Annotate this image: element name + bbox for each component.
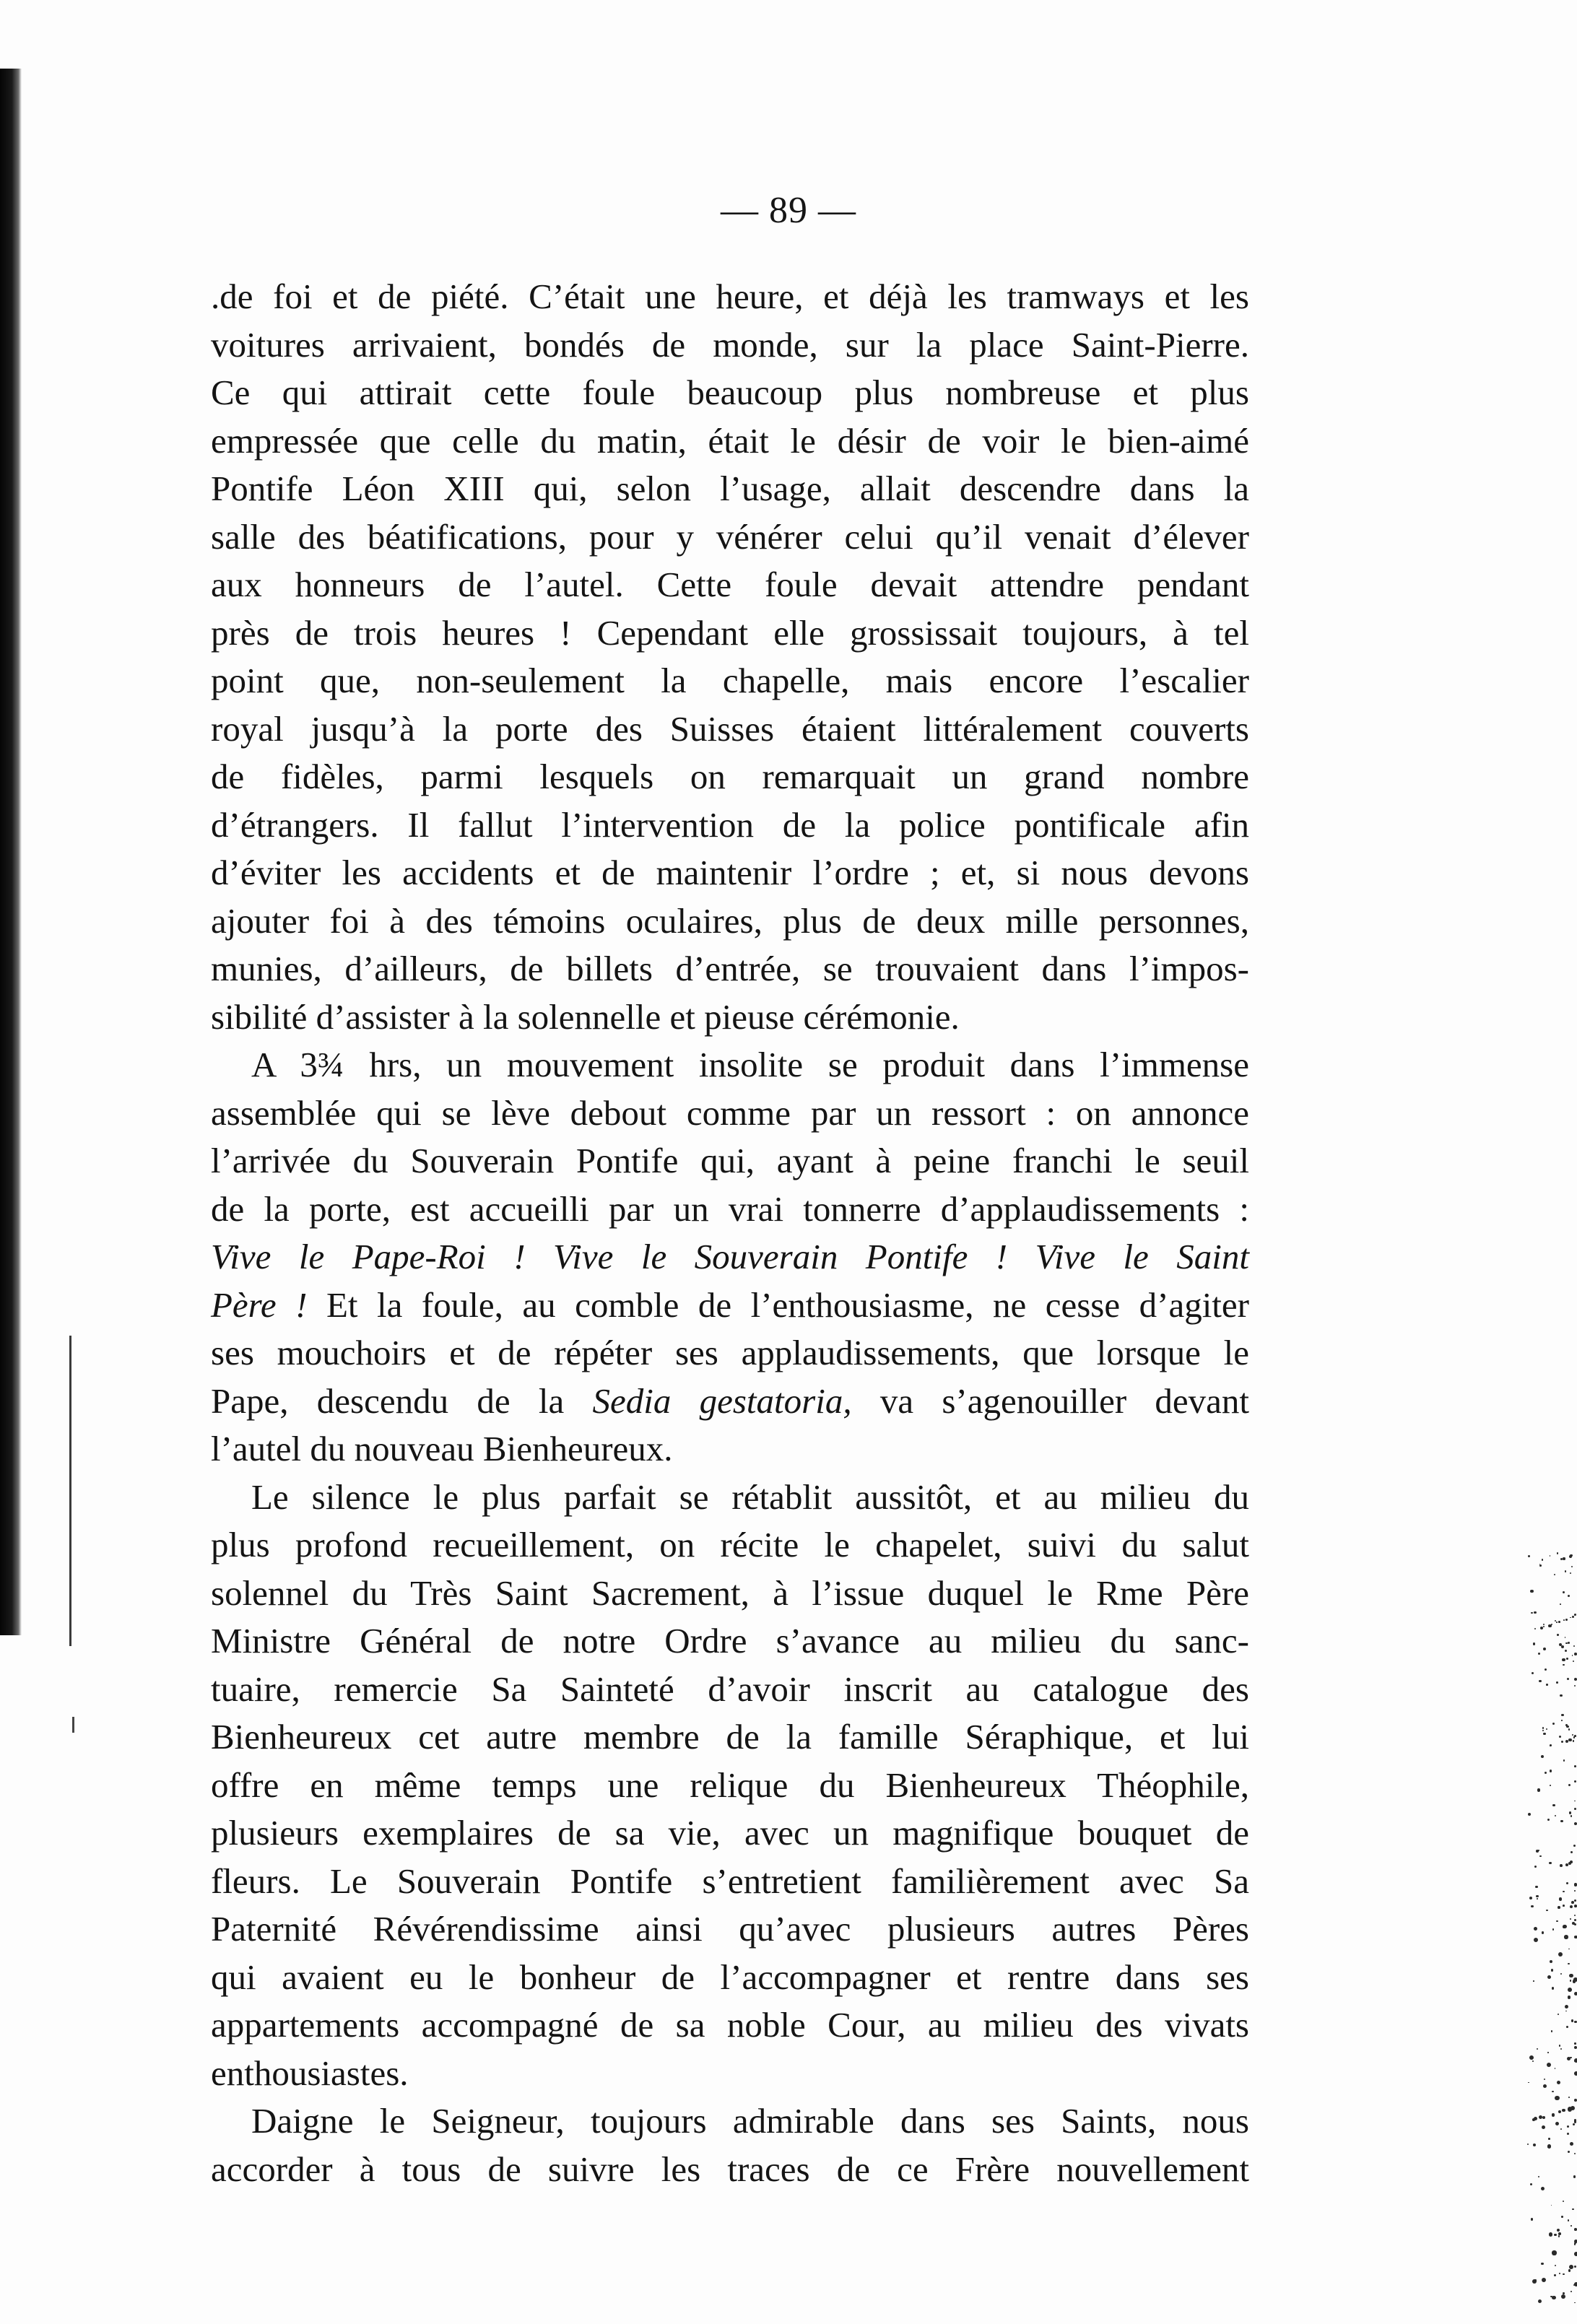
scan-noise-dot <box>1539 1680 1541 1682</box>
text-fragment: Et la foule, au comble de l’enthousiasme, ne cesse d’agiter <box>307 1284 1249 1325</box>
scan-margin-mark <box>72 1717 74 1733</box>
scan-noise-dot <box>1559 2273 1560 2274</box>
scan-noise-dot <box>1542 2125 1545 2129</box>
scan-noise-dot <box>1559 1736 1561 1738</box>
scan-noise-dot <box>1562 1658 1565 1661</box>
scan-noise-dot <box>1560 1973 1562 1975</box>
scan-noise-dot <box>1545 1772 1547 1774</box>
scan-noise-dot <box>1547 1975 1551 1979</box>
scan-noise-dot <box>1571 2225 1572 2227</box>
scan-noise-dot <box>1546 1684 1547 1685</box>
text-line: Ce qui attirait cette foule beaucoup plus nombreuse et plus <box>211 373 1249 412</box>
scan-noise-dot <box>1546 1728 1547 1730</box>
scan-noise-dot <box>1569 1811 1572 1814</box>
scan-noise-dot <box>1568 1642 1570 1644</box>
scan-noise-dot <box>1558 2110 1561 2113</box>
text-line: de fidèles, parmi lesquels on remarquait un grand nombre <box>211 757 1249 796</box>
scan-noise-dot <box>1563 1619 1565 1621</box>
scan-noise-dot <box>1550 1555 1551 1557</box>
paragraph-4 <box>211 2097 1249 2193</box>
scan-noise-dot <box>1534 1866 1537 1868</box>
scan-noise-dot <box>1565 1724 1568 1726</box>
scan-noise-dot <box>1557 2229 1560 2232</box>
scan-noise-dot <box>1531 1905 1534 1908</box>
scan-noise-dot <box>1560 1694 1562 1697</box>
scan-noise-dot <box>1539 1855 1542 1858</box>
text-line: salle des béatifications, pour y vénérer celui qu’il venait d’élever <box>211 516 1249 557</box>
scan-noise-dot <box>1533 1980 1534 1982</box>
scan-noise-dot <box>1568 1784 1571 1786</box>
scan-noise-dot <box>1574 1992 1577 1996</box>
scan-noise-dot <box>1574 1915 1576 1916</box>
text-line: assemblée qui se lève debout comme par un ressort : on annonce <box>211 1092 1249 1133</box>
scan-noise-dot <box>1574 1685 1576 1687</box>
scan-noise-dot <box>1531 2218 1533 2220</box>
scan-noise-dot <box>1529 2055 1534 2060</box>
scan-noise-dot <box>1571 1566 1573 1567</box>
scan-noise-dot <box>1540 1627 1543 1629</box>
scan-noise-dot <box>1570 1905 1573 1908</box>
scan-noise-dot <box>1569 2265 1573 2269</box>
text-line: aux honneurs de l’autel. Cette foule devait attendre pendant <box>211 565 1249 604</box>
scan-noise-dot <box>1574 2240 1577 2243</box>
scan-noise-dot <box>1566 1658 1568 1660</box>
scan-noise-dot <box>1574 2058 1577 2063</box>
scan-noise-dot <box>1530 1590 1533 1593</box>
text-line: Bienheureux cet autre membre de la famille Séraphique, et lui <box>211 1717 1249 1757</box>
scan-noise-dot <box>1571 1815 1572 1816</box>
scan-noise-dot <box>1555 2096 1559 2100</box>
scan-noise-dot <box>1563 1591 1565 1593</box>
scan-noise-dot <box>1547 2063 1551 2067</box>
scan-noise-dot <box>1561 1741 1563 1743</box>
scan-noise-dot <box>1528 1555 1530 1557</box>
scan-noise-dot <box>1566 1882 1568 1884</box>
scan-noise-dot <box>1552 2296 1556 2300</box>
scan-noise-dot <box>1568 1738 1571 1741</box>
scan-noise-dot <box>1543 2084 1547 2088</box>
scan-noise-dot <box>1533 2144 1536 2146</box>
scan-noise-dot <box>1539 2115 1542 2119</box>
scan-noise-dot <box>1574 2046 1577 2049</box>
scan-noise-dot <box>1568 1595 1570 1597</box>
scan-noise-dot <box>1542 1730 1544 1731</box>
scan-noise-dot <box>1557 2081 1561 2085</box>
scan-noise-dot <box>1574 1801 1576 1802</box>
scan-noise-dot <box>1574 2266 1576 2268</box>
scan-noise-dot <box>1574 1765 1576 1767</box>
scan-noise-dot <box>1533 1642 1535 1645</box>
scan-noise-dot <box>1574 1905 1577 1907</box>
scan-noise-dot <box>1552 2091 1554 2093</box>
scan-noise-dot <box>1565 1863 1568 1866</box>
text-line: accorder à tous de suivre les traces de ce Frère nouvellement <box>211 2149 1249 2189</box>
scan-noise-dot <box>1555 2265 1556 2266</box>
italic-acclamation: Vive le Pape-Roi ! Vive le Souverain Pontife ! Vive le Saint <box>211 1237 1249 1276</box>
scan-noise-dot <box>1572 1616 1574 1618</box>
scan-noise-dot <box>1542 2278 1546 2282</box>
scan-noise-dot <box>1534 1628 1536 1629</box>
scan-noise-dot <box>1532 2060 1534 2062</box>
scan-noise-dot <box>1568 1996 1571 1999</box>
scan-noise-dot <box>1565 1740 1568 1743</box>
scan-noise-dot <box>1543 1648 1546 1650</box>
scan-noise-dot <box>1560 1558 1563 1560</box>
scan-noise-dot <box>1572 1655 1573 1656</box>
scan-noise-dot <box>1568 1988 1572 1992</box>
scan-noise-dot <box>1570 1572 1571 1574</box>
scan-noise-dot <box>1538 2176 1539 2177</box>
scan-noise-dot <box>1561 2216 1563 2218</box>
italic-term: Sedia gestatoria, <box>592 1380 852 1421</box>
scan-noise-dot <box>1538 2299 1542 2303</box>
text-line: l’autel du nouveau Bienheureux. <box>211 1429 673 1468</box>
scan-noise-dot <box>1565 1637 1566 1638</box>
scan-noise-dot <box>1560 1820 1563 1822</box>
scan-noise-dot <box>1571 2019 1574 2022</box>
scan-noise-dot <box>1567 2057 1571 2060</box>
scan-noise-dot <box>1570 1617 1571 1619</box>
scan-noise-dot <box>1571 2291 1572 2292</box>
text-fragment: va s’agenouiller devant <box>851 1380 1250 1421</box>
scan-noise-dot <box>1554 1574 1555 1575</box>
scan-noise-dot <box>1573 1661 1574 1662</box>
scan-noise-dot <box>1572 2208 1573 2210</box>
scan-noise-dot <box>1537 1898 1538 1899</box>
scan-noise-dot <box>1560 1864 1563 1867</box>
text-line: sibilité d’assister à la solennelle et pieuse cérémonie. <box>211 996 960 1037</box>
text-line: plus profond recueillement, on récite le chapelet, suivi du salut <box>211 1525 1249 1564</box>
text-line: Le silence le plus parfait se rétablit aussitôt, et au milieu du <box>251 1476 1249 1517</box>
text-line: plusieurs exemplaires de sa vie, avec un magnifique bouquet de <box>211 1813 1249 1853</box>
scan-noise-dot <box>1550 1960 1552 1963</box>
scan-noise-dot <box>1562 2109 1565 2112</box>
text-line: Ministre Général de notre Ordre s’avance au milieu du sanc- <box>211 1621 1249 1661</box>
scan-noise-dot <box>1568 1728 1571 1731</box>
scan-noise-dot <box>1568 2151 1570 2153</box>
scan-noise-dot <box>1569 1974 1573 1978</box>
scan-noise-dot <box>1549 2232 1553 2237</box>
scan-noise-dot <box>1566 2026 1568 2028</box>
scan-noise-dot <box>1574 2243 1576 2245</box>
scan-noise-dot <box>1555 2068 1556 2069</box>
scan-noise-dot <box>1551 1969 1553 1971</box>
scan-noise-dot <box>1574 2252 1577 2256</box>
scan-noise-dot <box>1561 1720 1563 1721</box>
text-line <box>211 1233 1249 1281</box>
text-line: .de foi et de piété. C’était une heure, et déjà les tramways et les <box>211 277 1249 316</box>
scan-noise-dot <box>1556 1622 1558 1623</box>
scan-noise-dot <box>1542 2116 1545 2119</box>
text-line: munies, d’ailleurs, de billets d’entrée, se trouvaient dans l’impos- <box>211 949 1249 988</box>
scan-noise-dot <box>1534 2279 1537 2281</box>
scan-noise-dot <box>1563 1557 1565 1559</box>
scan-noise-dot <box>1548 1624 1551 1627</box>
text-line: Pontife Léon XIII qui, selon l’usage, allait descendre dans la <box>211 469 1249 508</box>
scan-noise-dot <box>1574 2021 1577 2024</box>
paragraph-1 <box>211 273 1249 1041</box>
scan-noise-dot <box>1563 1759 1565 1761</box>
text-line: qui avaient eu le bonheur de l’accompagner et rentre dans ses <box>211 1957 1249 1997</box>
scan-noise-dot <box>1558 1906 1560 1909</box>
scan-noise-dot <box>1558 2235 1560 2237</box>
scan-noise-dot <box>1571 1851 1573 1853</box>
scan-noise-dot <box>1551 2030 1552 2032</box>
scan-noise-dot <box>1536 1895 1538 1897</box>
scan-noise-dot <box>1548 2138 1550 2140</box>
scan-noise-dot <box>1574 1678 1577 1681</box>
scan-noise-dot <box>1531 1612 1532 1614</box>
scan-noise-dot <box>1547 2052 1549 2053</box>
scan-noise-dot <box>1559 2045 1560 2046</box>
text-line: fleurs. Le Souverain Pontife s’entretient familièrement avec Sa <box>211 1860 1249 1901</box>
scan-noise-dot <box>1570 1980 1571 1981</box>
scan-noise-dot <box>1567 1678 1569 1680</box>
scan-noise-dot <box>1534 1938 1538 1942</box>
scan-noise-dot <box>1563 1664 1564 1666</box>
scan-noise-dot <box>1550 1785 1551 1786</box>
scan-noise-dot <box>1563 2201 1564 2202</box>
scan-noise-dot <box>1574 1653 1577 1655</box>
scan-noise-dot <box>1568 1963 1569 1964</box>
text-line: près de trois heures ! Cependant elle grossissait toujours, à tel <box>211 612 1249 653</box>
scan-noise-dot <box>1567 2133 1569 2135</box>
scan-noise-dot <box>1529 1897 1532 1899</box>
scan-noise-dot <box>1557 1552 1559 1554</box>
scan-noise-dot <box>1574 1919 1576 1921</box>
text-line: voitures arrivaient, bondés de monde, sur la place Saint-Pierre. <box>211 324 1249 365</box>
scan-noise-dot <box>1541 1755 1544 1758</box>
scan-noise-dot <box>1537 1788 1540 1791</box>
scan-noise-dot <box>1563 1905 1565 1907</box>
text-line: Daigne le Seigneur, toujours admirable dans ses Saints, nous <box>251 2101 1249 2141</box>
scan-binding-edge <box>0 69 22 1635</box>
body-text <box>211 273 1249 2193</box>
scan-noise-dot <box>1552 1987 1555 1990</box>
scan-noise-dot <box>1542 1931 1545 1934</box>
text-line: ses mouchoirs et de répéter ses applaudissements, que lorsque le <box>211 1333 1249 1372</box>
scan-noise-dot <box>1573 2123 1575 2125</box>
scan-noise-dot <box>1574 1822 1577 1825</box>
scan-noise-dot <box>1552 2113 1555 2116</box>
scan-noise-dot <box>1557 1634 1559 1636</box>
scan-noise-dot <box>1570 1918 1571 1920</box>
scan-noise-dot <box>1558 2014 1559 2015</box>
text-line: enthousiastes. <box>211 2053 409 2093</box>
scan-noise-dot <box>1561 1645 1564 1648</box>
italic-acclamation-end: Père ! <box>211 1284 308 1325</box>
scan-noise-dot <box>1556 1681 1558 1684</box>
scan-noise-dot <box>1536 1850 1539 1853</box>
scan-noise-dot <box>1574 2302 1576 2304</box>
text-line: empressée que celle du matin, était le désir de voir le bien-aimé <box>211 420 1249 461</box>
scan-noise-dot <box>1560 1603 1561 1605</box>
scan-noise-dot <box>1550 1770 1552 1772</box>
scan-noise-dot <box>1574 2153 1576 2154</box>
scan-noise-dot <box>1546 1910 1547 1911</box>
text-line: A 3¾ hrs, un mouvement insolite se produit dans l’immense <box>251 1045 1249 1084</box>
scan-noise-dot <box>1555 2122 1559 2125</box>
scan-noise-dot <box>1552 1804 1555 1806</box>
paragraph-2 <box>211 1041 1249 1474</box>
scan-noise-dot <box>1570 2142 1573 2146</box>
text-line: ajouter foi à des témoins oculaires, plus de deux mille personnes, <box>211 900 1249 941</box>
scan-noise-dot <box>1552 2250 1556 2255</box>
scan-noise-dot <box>1547 2144 1552 2149</box>
scan-noise-dot <box>1541 2187 1545 2191</box>
text-line <box>211 1378 1249 1426</box>
scan-noise-dot <box>1543 1733 1545 1735</box>
scan-noise-dot <box>1555 1815 1556 1816</box>
scan-noise-dot <box>1574 1890 1576 1892</box>
page-number: — 89 — <box>721 190 856 231</box>
scan-noise-dot <box>1565 1619 1568 1621</box>
scan-noise-dot <box>1542 1727 1544 1728</box>
text-line: solennel du Très Saint Sacrement, à l’issue duquel le Rme Père <box>211 1572 1249 1613</box>
scan-noise-dot <box>1574 1899 1576 1902</box>
scan-noise-dot <box>1573 1645 1575 1647</box>
scan-noise-dot <box>1528 2082 1529 2084</box>
scan-noise-dot <box>1565 2011 1567 2012</box>
scan-noise-dot <box>1558 1621 1560 1623</box>
scan-noise-dot <box>1534 1611 1536 1614</box>
scan-noise-dot <box>1571 1901 1574 1904</box>
text-line: Paternité Révérendissime ainsi qu’avec plusieurs autres Pères <box>211 1909 1249 1949</box>
scan-noise-dot <box>1568 2097 1570 2098</box>
text-line: royal jusqu’à la porte des Suisses étaient littéralement couverts <box>211 708 1249 749</box>
scan-noise-dot <box>1537 2048 1539 2050</box>
scan-noise-dot <box>1565 1650 1567 1652</box>
scan-noise-dot <box>1541 2263 1544 2266</box>
scan-noise-dot <box>1567 2125 1569 2128</box>
scan-noise-dot <box>1538 1653 1541 1655</box>
scan-noise-dot <box>1542 1559 1544 1561</box>
scan-noise-dot <box>1568 1862 1571 1865</box>
scan-noise-dot <box>1549 1862 1551 1864</box>
scan-noise-dot <box>1563 2273 1564 2275</box>
scan-noise-dot <box>1552 1928 1554 1930</box>
scan-noise-dot <box>1572 1734 1573 1736</box>
scan-noise-dot <box>1560 2048 1562 2050</box>
text-line: d’éviter les accidents et de maintenir l’ordre ; et, si nous devons <box>211 853 1249 892</box>
scan-noise-dot <box>1568 2107 1572 2111</box>
text-line: appartements accompagné de sa noble Cour, au milieu des vivats <box>211 2005 1249 2045</box>
scan-noise-dot <box>1568 2219 1570 2221</box>
scan-noise-dot <box>1574 2042 1576 2045</box>
scan-noise-dot <box>1573 1845 1576 1847</box>
text-line: offre en même temps une relique du Bienheureux Théophile, <box>211 1764 1249 1805</box>
scan-noise-dot <box>1556 1920 1558 1922</box>
scan-noise-dot <box>1554 2274 1556 2276</box>
scan-noise-dot <box>1552 1723 1555 1725</box>
text-line: tuaire, remercie Sa Sainteté d’avoir inscrit au catalogue des <box>211 1668 1249 1709</box>
scan-noise-dot <box>1564 1935 1568 1939</box>
scan-noise-dot <box>1539 1564 1542 1567</box>
scan-noise-dot <box>1528 1813 1531 1816</box>
text-fragment: Pape, descendu de la <box>211 1380 593 1421</box>
scan-noise-dot <box>1574 2228 1577 2231</box>
text-line: d’étrangers. Il fallut l’intervention de la police pontificale afin <box>211 804 1249 845</box>
scan-edge-noise <box>1526 1552 1577 2303</box>
scan-noise-dot <box>1574 1780 1576 1783</box>
scan-noise-dot <box>1560 2128 1563 2131</box>
scan-noise-dot <box>1534 1927 1537 1931</box>
scan-noise-dot <box>1558 1952 1563 1957</box>
scan-noise-dot <box>1559 1897 1562 1900</box>
scan-noise-dot <box>1527 2144 1529 2145</box>
scan-noise-dot <box>1534 2117 1537 2120</box>
scan-noise-dot <box>1573 1740 1575 1742</box>
paragraph-3 <box>211 1474 1249 2098</box>
scan-noise-dot <box>1573 1977 1577 1982</box>
scan-noise-dot <box>1569 1555 1572 1558</box>
scan-noise-dot <box>1574 2071 1577 2076</box>
scan-noise-dot <box>1563 1891 1564 1892</box>
scan-noise-dot <box>1545 1668 1547 1671</box>
scan-noise-dot <box>1543 1624 1545 1625</box>
scan-noise-dot <box>1535 1886 1538 1889</box>
scan-noise-dot <box>1568 1949 1570 1950</box>
scan-noise-dot <box>1530 2183 1533 2186</box>
scan-margin-line <box>69 1336 71 1646</box>
scan-noise-dot <box>1565 1570 1567 1572</box>
text-line <box>211 1281 1249 1330</box>
scan-noise-dot <box>1532 1672 1534 1674</box>
scan-noise-dot <box>1565 1642 1568 1645</box>
scan-noise-dot <box>1554 2234 1556 2236</box>
scan-noise-dot <box>1574 2099 1577 2102</box>
scan-noise-dot <box>1565 2005 1568 2009</box>
scan-noise-dot <box>1574 1936 1577 1939</box>
scan-noise-dot <box>1568 2269 1571 2272</box>
scan-noise-dot <box>1551 2205 1552 2206</box>
scan-noise-dot <box>1561 2294 1565 2299</box>
scan-noise-dot <box>1574 1808 1577 1811</box>
scan-noise-dot <box>1573 2175 1576 2177</box>
scan-noise-dot <box>1547 1819 1550 1821</box>
scan-noise-dot <box>1544 2079 1545 2080</box>
scan-noise-dot <box>1561 1714 1564 1717</box>
text-line: point que, non-seulement la chapelle, mais encore l’escalier <box>211 661 1249 700</box>
text-line: de la porte, est accueilli par un vrai tonnerre d’applaudissements : <box>211 1188 1249 1229</box>
text-line: l’arrivée du Souverain Pontife qui, ayant à peine franchi le seuil <box>211 1141 1249 1180</box>
